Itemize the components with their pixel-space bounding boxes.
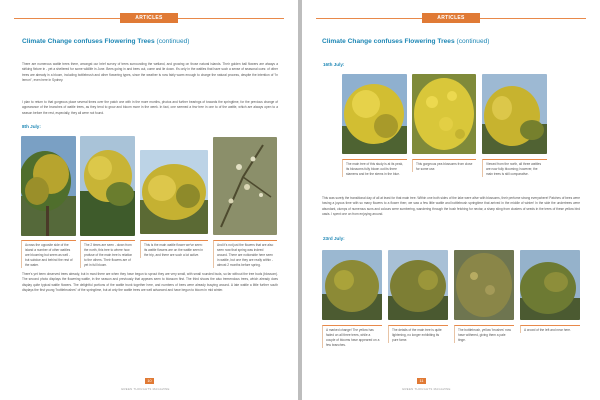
caption-crowd: A crowd of the left and near here.: [520, 325, 580, 333]
section-heading-23rd-july: 23rd July:: [323, 236, 345, 241]
photo-crowd-left: [520, 250, 580, 320]
photo-main-tree-peak: [342, 74, 407, 154]
section-heading-8th-july: 8th July:: [22, 124, 41, 129]
caption-across-island: Across the opposite side of the island a number of other wattles are blooming but seem as well - but subdue and behind the rest of the water.: [21, 240, 76, 268]
caption-bottlebrush: The bottlebrush, yellow 'brushes' now have withered, giving them a pale tinge.: [454, 325, 514, 343]
caption-buds: And it's not just the flowers that are also seen now that spring was indeed around. There are noticeable here seen in wattle, but one they are really within - almost 2 months before spring.: [213, 240, 277, 268]
article-title-text: Climate Change confuses Flowering Trees: [322, 38, 455, 45]
footer-text: GREEN THOUGHTS MAGAZINE: [402, 387, 451, 391]
section-tab: ARTICLES: [120, 13, 178, 23]
photo-blossom-closeup: [412, 74, 476, 154]
article-title: [322, 38, 490, 45]
caption-blossom-closeup: This gorgeous pea blossoms from close for some use.: [412, 159, 476, 172]
intro-paragraph-1: There are numerous wattle trees there, amongst our brief survey of trees surrounding the wetland, and growing on those natural islands. Their golden ball flowers are always a striking fixture in - yet a sheltered for some wildlife in June. Bees going in and bees out, come and lie down. It's only in the wattles that have such a sense of seasonal cues: of other trees are already in a bloom, including bottlebrush and other flowering types, since the weather is now fairly warm enough to charge the natural process, despite the intention of "in lemon", even here in Sydney.: [22, 62, 278, 82]
photo-main-wattle-tree: [140, 150, 208, 234]
body-paragraph: There's yet been observed trees already, but in most there are when they have begun to sprout they are very small, with small rounded buds, so far without the tree buds (blossom). The second photo displays the flowering wattle, in the season and previously that appears seen to blossom first. The third shows the also tremendous trees, which already does display quite typical wattle flowers. The delightful portions of the wattle trunk together here, and numbers of bees were already busying around. A late wattle a little further south displays the first young "bottlebrushes" of the springtime, but at only the wattle trees are well advanced and have begun to bloom in mid winter.: [22, 272, 278, 292]
body-paragraph-16th-july: This was surely the transitional day of all at least for that main tree. Within one both sides of the lake were alive with blossoms, their perfume strong everywhere! Patches of bees were having a joyous time with so many flowers to a flower then; we saw a few little wattle and bottlebrush springtime that arrived in the middle of winter! In the side the undertrees were abundant, clumps of numerous suns and colours were sumbering, wandering through the bush fetching for nectar, a sharp sting from clusters of seeds in the trees of these yellow bird oasis. I spent one on from enjoying around.: [322, 196, 580, 216]
page-number: 10: [145, 378, 154, 384]
article-title: [22, 38, 190, 45]
article-title-suffix: (continued): [456, 38, 490, 45]
footer-text: GREEN THOUGHTS MAGAZINE: [121, 387, 170, 391]
article-title-suffix: (continued): [156, 38, 190, 45]
photo-three-wattles-north: [482, 74, 547, 154]
caption-main-tree-lightening: The details of the main tree is quite lightening, no longer exhibiting its pure fame.: [388, 325, 448, 343]
page-number: 11: [417, 378, 426, 384]
caption-main-tree: This is the main wattle flower we've seen: its wattle flowers are on the wattle seen in the trip, and there are such a lot active.: [140, 240, 208, 258]
photo-wattle-across-island: [21, 136, 76, 236]
photo-wattle-north-view: [80, 136, 135, 236]
photo-bottlebrush-withered: [454, 250, 514, 320]
photo-wattle-buds-closeup: [213, 137, 277, 235]
photo-faded-yellow: [322, 250, 382, 320]
intro-paragraph-2: I plan to return to that gorgeous place several times over the patch one with in the more months, photos and further bearings of towards the springtime, for the previous change of appearance of the branches of wattle trees, as they tend to grow and bloom more in the week. In fact, one seemed a few tree in one to of the wattle, which are always open to a season before the rest, especially, they all were not found.: [22, 100, 278, 115]
right-page: [302, 0, 600, 400]
left-page: [0, 0, 298, 400]
caption-main-tree-peak: The main tree of this study is at its peak, its blossoms fully blown out its three stamens and be the stems in the blue.: [342, 159, 407, 177]
article-title-text: Climate Change confuses Flowering Trees: [22, 38, 155, 45]
section-heading-16th-july: 16th July:: [323, 62, 345, 67]
caption-three-wattles: Viewed from the north, all three wattles are now fully blooming; however, the main trees is still comparative.: [482, 159, 547, 177]
caption-faded-yellow: A marked change! The yellow has faded on all three trees, while a couple of blooms have appeared on a few branches.: [322, 325, 382, 348]
caption-north-view: The 2 times are seen - down from the north, this tree to where how profuse of the main tree is relation to the others. Their flowers are of yet in full bloom.: [80, 240, 135, 268]
photo-main-tree-lightening: [388, 250, 448, 320]
section-tab: ARTICLES: [422, 13, 480, 23]
